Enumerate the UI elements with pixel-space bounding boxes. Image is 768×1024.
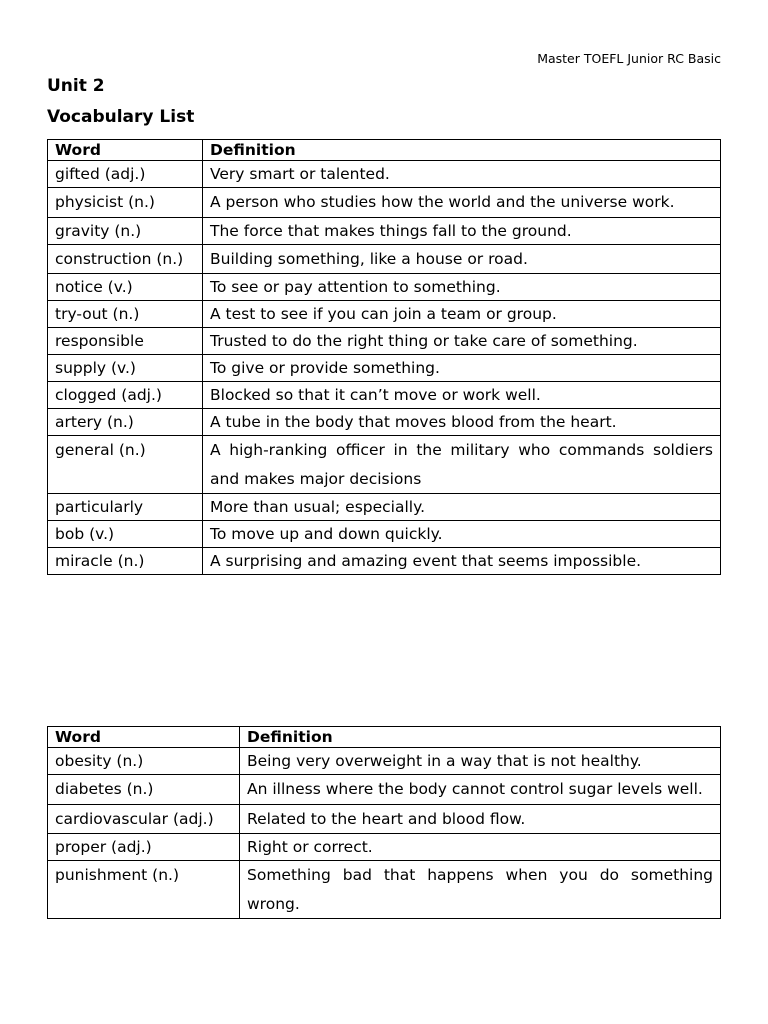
table-row xyxy=(48,436,721,494)
column-header-definition: Definition xyxy=(240,727,721,748)
word-cell: particularly xyxy=(48,494,203,521)
definition-cell: Related to the heart and blood flow. xyxy=(240,804,721,834)
table-row xyxy=(48,804,721,834)
table-row xyxy=(48,409,721,436)
header-note: Master TOEFL Junior RC Basic xyxy=(537,51,721,66)
definition-cell: To move up and down quickly. xyxy=(203,521,721,548)
definition-cell: Something bad that happens when you do something wrong. xyxy=(240,861,721,919)
table-row xyxy=(48,328,721,355)
definition-cell: An illness where the body cannot control sugar levels well. xyxy=(240,775,721,805)
table-row xyxy=(48,748,721,775)
word-cell: clogged (adj.) xyxy=(48,382,203,409)
table-row xyxy=(48,244,721,274)
word-cell: obesity (n.) xyxy=(48,748,240,775)
word-cell: physicist (n.) xyxy=(48,188,203,218)
word-cell: construction (n.) xyxy=(48,244,203,274)
word-cell: notice (v.) xyxy=(48,274,203,301)
definition-cell: To give or provide something. xyxy=(203,355,721,382)
word-cell: proper (adj.) xyxy=(48,834,240,861)
definition-cell: A person who studies how the world and the universe work. xyxy=(203,188,721,218)
table-row xyxy=(48,161,721,188)
vocabulary-table-2 xyxy=(47,726,721,919)
definition-cell: A test to see if you can join a team or group. xyxy=(203,301,721,328)
word-cell: diabetes (n.) xyxy=(48,775,240,805)
table-row xyxy=(48,775,721,805)
table-header-row xyxy=(48,140,721,161)
word-cell: gravity (n.) xyxy=(48,217,203,244)
table-row xyxy=(48,861,721,919)
word-cell: try-out (n.) xyxy=(48,301,203,328)
vocabulary-list-title: Vocabulary List xyxy=(47,107,195,127)
table-row xyxy=(48,382,721,409)
table-row xyxy=(48,521,721,548)
definition-cell: Building something, like a house or road. xyxy=(203,244,721,274)
table-row xyxy=(48,355,721,382)
word-cell: bob (v.) xyxy=(48,521,203,548)
definition-cell: A surprising and amazing event that seems impossible. xyxy=(203,548,721,575)
word-cell: artery (n.) xyxy=(48,409,203,436)
word-cell: miracle (n.) xyxy=(48,548,203,575)
table-row xyxy=(48,301,721,328)
table-row xyxy=(48,217,721,244)
word-cell: punishment (n.) xyxy=(48,861,240,919)
column-header-definition: Definition xyxy=(203,140,721,161)
definition-cell: The force that makes things fall to the ground. xyxy=(203,217,721,244)
word-cell: general (n.) xyxy=(48,436,203,494)
definition-cell: Being very overweight in a way that is not healthy. xyxy=(240,748,721,775)
definition-cell: Blocked so that it can’t move or work well. xyxy=(203,382,721,409)
vocabulary-table-1 xyxy=(47,139,721,575)
definition-cell: More than usual; especially. xyxy=(203,494,721,521)
definition-cell: Right or correct. xyxy=(240,834,721,861)
word-cell: gifted (adj.) xyxy=(48,161,203,188)
definition-cell: Trusted to do the right thing or take care of something. xyxy=(203,328,721,355)
unit-title: Unit 2 xyxy=(47,76,105,96)
definition-cell: Very smart or talented. xyxy=(203,161,721,188)
definition-cell: To see or pay attention to something. xyxy=(203,274,721,301)
word-cell: responsible xyxy=(48,328,203,355)
column-header-word: Word xyxy=(48,727,240,748)
column-header-word: Word xyxy=(48,140,203,161)
definition-cell: A tube in the body that moves blood from the heart. xyxy=(203,409,721,436)
table-row xyxy=(48,548,721,575)
word-cell: cardiovascular (adj.) xyxy=(48,804,240,834)
table-row xyxy=(48,274,721,301)
table-header-row xyxy=(48,727,721,748)
table-row xyxy=(48,494,721,521)
definition-cell: A high-ranking officer in the military who commands soldiers and makes major decisions xyxy=(203,436,721,494)
table-row xyxy=(48,188,721,218)
table-row xyxy=(48,834,721,861)
word-cell: supply (v.) xyxy=(48,355,203,382)
